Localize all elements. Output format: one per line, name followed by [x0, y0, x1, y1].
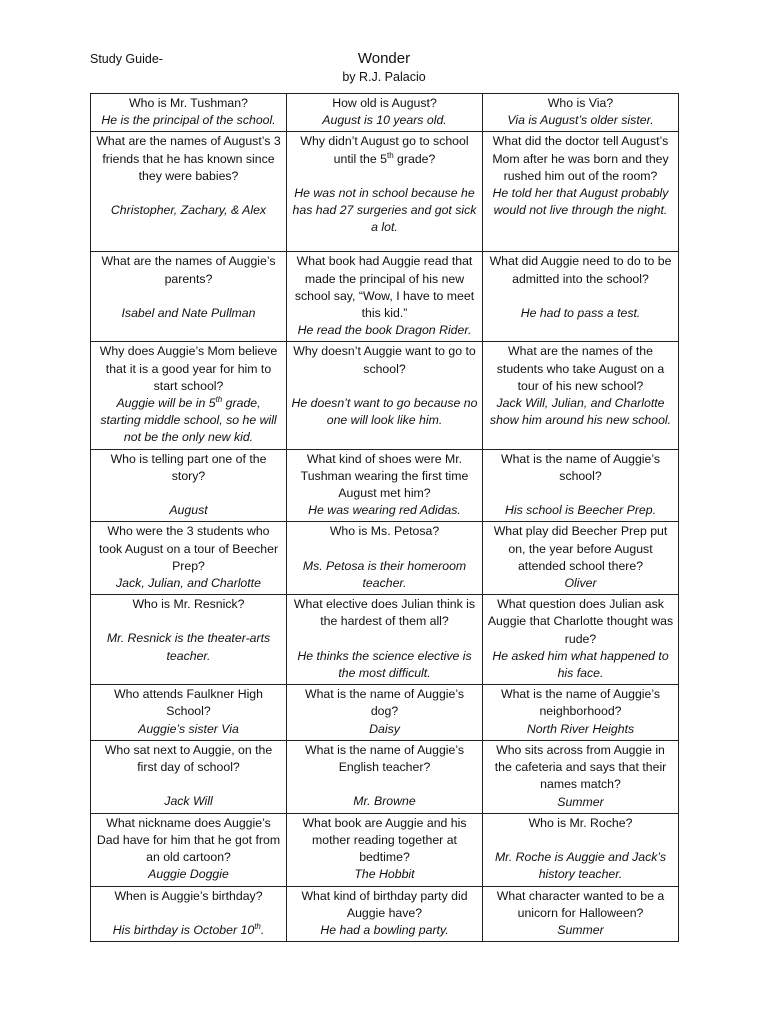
question-text: What is the name of Auggie’s neighborhood? — [500, 687, 661, 719]
answer-text: Jack, Julian, and Charlotte — [116, 576, 261, 591]
answer-text: He had to pass a test. — [520, 305, 641, 320]
question-cell — [483, 813, 679, 886]
spacer — [95, 185, 282, 202]
question-cell — [287, 813, 483, 886]
question-text: What is the name of Auggie’s English teacher? — [304, 742, 465, 775]
question-cell — [483, 252, 679, 342]
question-cell — [287, 595, 483, 685]
answer-text: He was wearing red Adidas. — [308, 503, 461, 518]
question-text: What play did Beecher Prep put on, the year before August attended school there? — [493, 524, 668, 573]
question-text: Who is Mr. Roche? — [528, 815, 633, 830]
table-row — [91, 522, 679, 595]
question-text: Who were the 3 students who took August on a tour of Beecher Prep? — [98, 524, 279, 573]
question-cell — [287, 252, 483, 342]
question-text: Who is Via? — [547, 96, 614, 110]
question-cell — [91, 685, 287, 741]
answer-text: Jack Will, Julian, and Charlotte show him around his new school. — [489, 396, 672, 428]
table-row — [91, 132, 679, 252]
question-cell — [287, 94, 483, 132]
question-cell — [91, 522, 287, 595]
question-text: What book are Auggie and his mother reading together at bedtime? — [302, 815, 467, 865]
question-text: What character wanted to be a unicorn for Halloween? — [496, 888, 665, 920]
author-byline: by R.J. Palacio — [342, 70, 426, 84]
question-text: When is Auggie’s birthday? — [114, 888, 263, 903]
spacer — [291, 776, 478, 793]
spacer — [95, 613, 282, 630]
question-cell — [287, 522, 483, 595]
question-cell — [91, 886, 287, 942]
question-text: Who is Mr. Tushman? — [129, 96, 248, 110]
answer-text: Mr. Browne — [353, 794, 416, 809]
question-text: What elective does Julian think is the hardest of them all? — [293, 597, 476, 629]
answer-text: North River Heights — [526, 721, 635, 736]
spacer — [291, 168, 478, 185]
question-cell — [91, 740, 287, 813]
question-text: Who is Ms. Petosa? — [329, 524, 440, 539]
answer-text: He doesn’t want to go because no one will look like him. — [291, 395, 478, 428]
table-row — [91, 595, 679, 685]
question-table — [90, 93, 679, 942]
page-title: Wonder — [357, 50, 411, 67]
question-cell — [91, 449, 287, 522]
question-cell — [91, 132, 287, 252]
table-row — [91, 685, 679, 741]
question-text: What is the name of Auggie’s school? — [500, 451, 661, 483]
spacer — [95, 776, 282, 793]
answer-text: Auggie will be in 5th grade, starting middle school, so he will not be the only new kid. — [100, 394, 277, 445]
answer-text: The Hobbit — [354, 867, 415, 882]
question-cell — [91, 595, 287, 685]
answer-text: He thinks the science elective is the most difficult. — [297, 648, 472, 680]
spacer — [487, 832, 674, 849]
question-cell — [483, 595, 679, 685]
answer-text: He told her that August probably would not live through the night. — [492, 186, 669, 218]
answer-text: He read the book Dragon Rider. — [297, 323, 472, 338]
answer-text: August is 10 years old. — [322, 113, 447, 128]
question-cell — [287, 886, 483, 942]
answer-text: His school is Beecher Prep. — [504, 503, 657, 518]
question-cell — [91, 252, 287, 342]
answer-text: Daisy — [369, 721, 400, 736]
question-cell — [483, 94, 679, 132]
answer-text: Isabel and Nate Pullman — [121, 305, 256, 320]
answer-text: He is the principal of the school. — [101, 113, 276, 128]
answer-text: Via is August’s older sister. — [507, 113, 654, 128]
question-text: Who attends Faulkner High School? — [113, 687, 263, 719]
table-row — [91, 813, 679, 886]
question-text: Why doesn’t Auggie want to go to school? — [293, 344, 476, 376]
answer-text: Ms. Petosa is their homeroom teacher. — [302, 558, 467, 590]
question-text: What are the names of the students who take August on a tour of his new school? — [496, 344, 665, 393]
question-cell — [287, 342, 483, 449]
question-text: Why does Auggie’s Mom believe that it is a good year for him to start school? — [99, 344, 278, 393]
question-text: What is the name of Auggie’s dog? — [304, 687, 465, 719]
question-text: Who is Mr. Resnick? — [132, 597, 245, 612]
answer-text: August — [169, 503, 208, 518]
question-text: What are the names of August’s 3 friends that he has known since they were babies? — [96, 134, 281, 183]
study-guide-label: Study Guide- — [90, 52, 163, 66]
answer-text: Summer — [557, 794, 604, 809]
spacer — [291, 541, 478, 558]
question-cell — [483, 522, 679, 595]
answer-text: Jack Will — [164, 794, 213, 809]
table-row — [91, 94, 679, 132]
question-cell — [483, 342, 679, 449]
question-text: Who is telling part one of the story? — [110, 451, 267, 483]
table-row — [91, 886, 679, 942]
answer-text: Summer — [557, 922, 604, 937]
spacer — [95, 905, 282, 922]
answer-text: Mr. Resnick is the theater-arts teacher. — [106, 631, 271, 663]
answer-text: His birthday is October 10th. — [112, 921, 265, 937]
question-text: What nickname does Auggie’s Dad have for him that he got from an old cartoon? — [96, 815, 281, 865]
question-table-body — [91, 94, 679, 942]
question-text: Who sits across from Auggie in the cafeteria and says that their names match? — [494, 742, 667, 792]
answer-text: Auggie Doggie — [148, 867, 229, 882]
spacer — [291, 631, 478, 648]
question-text: What did the doctor tell August’s Mom after he was born and they rushed him out of the room? — [492, 134, 669, 183]
question-text: What kind of birthday party did Auggie have? — [301, 888, 468, 920]
spacer — [487, 485, 674, 502]
question-cell — [483, 449, 679, 522]
question-cell — [91, 94, 287, 132]
table-row — [91, 740, 679, 813]
table-row — [91, 342, 679, 449]
answer-text: He was not in school because he has had 27 surgeries and got sick a lot. — [292, 185, 477, 235]
question-cell — [287, 449, 483, 522]
question-cell — [483, 685, 679, 741]
question-cell — [91, 342, 287, 449]
answer-text: Christopher, Zachary, & Alex — [110, 203, 267, 218]
question-text: What kind of shoes were Mr. Tushman wearing the first time August met him? — [300, 451, 469, 501]
question-text: Why didn’t August go to school until the 5th grade? — [300, 134, 469, 166]
question-text: How old is August? — [332, 96, 437, 110]
question-cell — [287, 685, 483, 741]
answer-text: Auggie’s sister Via — [138, 721, 239, 736]
answer-text: He had a bowling party. — [320, 922, 449, 937]
question-cell — [91, 813, 287, 886]
answer-text: Oliver — [564, 576, 597, 591]
question-text: What book had Auggie read that made the principal of his new school say, “Wow, I have to meet this kid.” — [294, 254, 475, 321]
question-cell — [483, 740, 679, 813]
table-row — [91, 449, 679, 522]
spacer — [487, 288, 674, 305]
question-cell — [287, 740, 483, 813]
table-row — [91, 252, 679, 342]
answer-text: He asked him what happened to his face. — [492, 648, 669, 681]
question-text: What question does Julian ask Auggie that Charlotte thought was rude? — [487, 597, 674, 646]
question-cell — [287, 132, 483, 252]
question-cell — [483, 886, 679, 942]
question-cell — [483, 132, 679, 252]
question-text: Who sat next to Auggie, on the first day of school? — [104, 742, 273, 775]
question-text: What did Auggie need to do to be admitted into the school? — [489, 254, 672, 286]
answer-text: Mr. Roche is Auggie and Jack’s history teacher. — [494, 849, 667, 882]
spacer — [291, 378, 478, 395]
spacer — [95, 485, 282, 502]
spacer — [95, 288, 282, 305]
question-text: What are the names of Auggie’s parents? — [101, 254, 276, 286]
